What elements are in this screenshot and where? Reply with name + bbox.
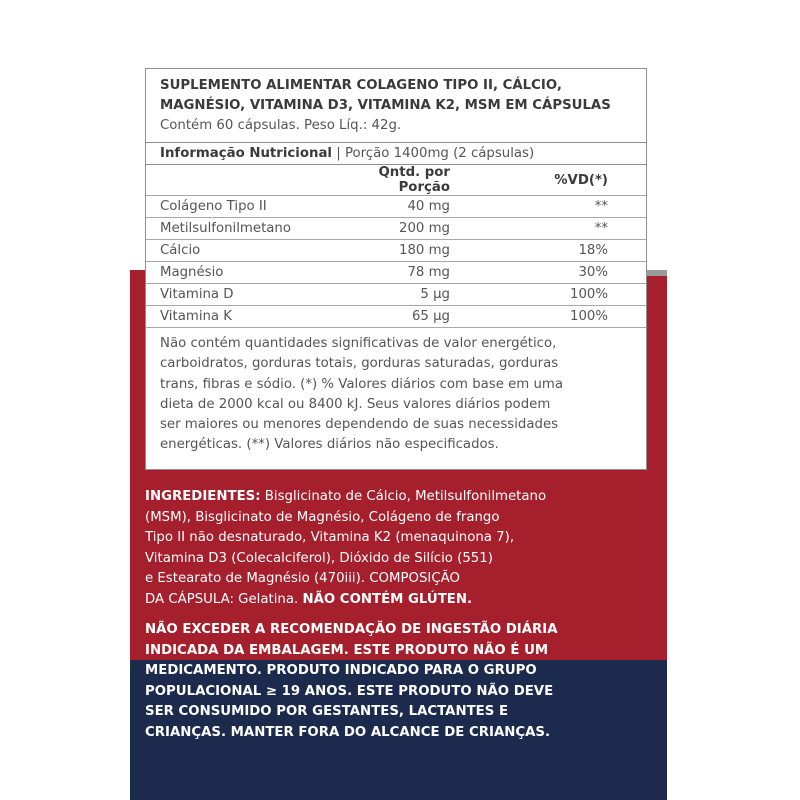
table-row	[146, 284, 646, 306]
portion-size: Porção 1400mg (2 cápsulas)	[344, 146, 535, 161]
warning-line: NÃO EXCEDER A RECOMENDAÇÃO DE INGESTÃO DIÁRIA	[145, 622, 558, 637]
ingredients-block	[145, 487, 645, 610]
table-row	[146, 306, 646, 328]
grey-edge-strip	[646, 270, 667, 276]
nutrition-table	[146, 165, 646, 328]
warning-block	[145, 620, 645, 743]
table-row	[146, 240, 646, 262]
nutrition-info-header	[146, 142, 646, 165]
footnote-line: dieta de 2000 kcal ou 8400 kJ. Seus valores diários podem	[160, 396, 551, 412]
table-header-row	[146, 165, 646, 196]
nutrient-name: Vitamina K	[146, 306, 346, 328]
nutrient-daily-value: 100%	[450, 284, 646, 306]
warning-line: POPULACIONAL ≥ 19 ANOS. ESTE PRODUTO NÃO DEVE	[145, 683, 554, 699]
product-title-line-1: SUPLEMENTO ALIMENTAR COLAGENO TIPO II, CÁLCIO,	[160, 78, 562, 93]
ingredients-line: Vitamina D3 (Colecalciferol), Dióxido de Silício (551)	[145, 550, 493, 566]
separator: |	[336, 146, 341, 161]
product-title-line-2: MAGNÉSIO, VITAMINA D3, VITAMINA K2, MSM EM CÁPSULAS	[160, 98, 611, 113]
nutrient-quantity: 180 mg	[346, 240, 450, 262]
table-row	[146, 262, 646, 284]
ingredients-text: Bisglicinato de Cálcio, Metilsulfonilmetano	[260, 489, 547, 504]
footnote-line: Não contém quantidades significativas de valor energético,	[160, 336, 557, 351]
nutrient-name: Magnésio	[146, 262, 346, 284]
warning-line: CRIANÇAS. MANTER FORA DO ALCANCE DE CRIANÇAS.	[145, 724, 551, 740]
gluten-free-notice: NÃO CONTÉM GLÚTEN.	[302, 591, 473, 607]
ingredients-line: (MSM), Bisglicinato de Magnésio, Colágeno de frango	[145, 509, 500, 525]
nutrient-quantity: 78 mg	[346, 262, 450, 284]
header-quantity: Qntd. por Porção	[346, 165, 450, 196]
header-nutrient	[146, 165, 346, 196]
ingredients-line: Tipo II não desnaturado, Vitamina K2 (menaquinona 7),	[145, 530, 515, 545]
product-contents: Contém 60 cápsulas. Peso Líq.: 42g.	[160, 118, 402, 133]
ingredients-line	[145, 487, 645, 508]
nutrient-quantity: 200 mg	[346, 218, 450, 240]
panel-header	[146, 69, 646, 136]
nutrient-name: Cálcio	[146, 240, 346, 262]
ingredients-label: INGREDIENTES:	[145, 489, 261, 504]
footnote-line: trans, fibras e sódio. (*) % Valores diários com base em uma	[160, 376, 564, 392]
warning-line: SER CONSUMIDO POR GESTANTES, LACTANTES E	[145, 704, 509, 719]
nutrient-daily-value: 18%	[450, 240, 646, 262]
nutrient-daily-value: **	[450, 218, 646, 240]
capsule-composition: DA CÁPSULA: Gelatina.	[145, 591, 303, 607]
nutrient-name: Vitamina D	[146, 284, 346, 306]
nutrient-quantity: 65 µg	[346, 306, 450, 328]
nutrition-info-label: Informação Nutricional	[160, 146, 332, 161]
nutrient-quantity: 40 mg	[346, 196, 450, 218]
warning-line: MEDICAMENTO. PRODUTO INDICADO PARA O GRUPO	[145, 663, 537, 678]
nutrient-daily-value: 100%	[450, 306, 646, 328]
nutrient-quantity: 5 µg	[346, 284, 450, 306]
nutrient-name: Metilsulfonilmetano	[146, 218, 346, 240]
nutrition-footnote	[146, 328, 646, 456]
nutrient-daily-value: 30%	[450, 262, 646, 284]
nutrient-name: Colágeno Tipo II	[146, 196, 346, 218]
ingredients-line: e Estearato de Magnésio (470iii). COMPOSIÇÃO	[145, 571, 460, 586]
ingredients-line	[145, 590, 645, 611]
footnote-line: ser maiores ou menores dependendo de suas necessidades	[160, 417, 559, 433]
warning-line: INDICADA DA EMBALAGEM. ESTE PRODUTO NÃO É UM	[145, 642, 549, 658]
footnote-line: energéticas. (**) Valores diários não especificados.	[160, 437, 499, 453]
footnote-line: carboidratos, gorduras totais, gorduras saturadas, gorduras	[160, 356, 559, 372]
header-daily-value: %VD(*)	[450, 165, 646, 196]
table-row	[146, 218, 646, 240]
nutrition-panel	[145, 68, 647, 470]
table-row	[146, 196, 646, 218]
nutrient-daily-value: **	[450, 196, 646, 218]
